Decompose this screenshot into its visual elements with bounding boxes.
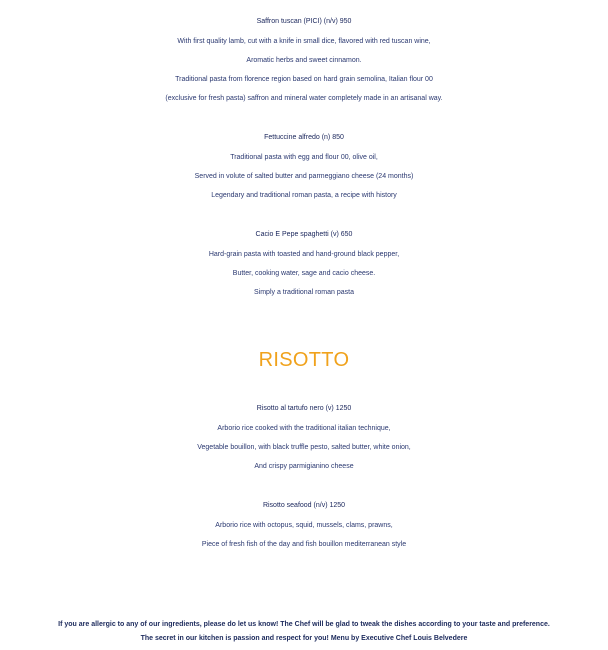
dish-title: Fettuccine alfredo (n) 850: [264, 134, 344, 141]
dish-title: Cacio E Pepe spaghetti (v) 650: [255, 231, 353, 238]
dish-title: Risotto al tartufo nero (v) 1250: [256, 405, 352, 412]
menu-item: [0, 128, 608, 205]
menu-item: [0, 12, 608, 108]
menu-item: [0, 399, 608, 476]
menu-item: [0, 496, 608, 554]
dish-description-line: With first quality lamb, cut with a knife in small dice, flavored with red tuscan wine,: [177, 38, 431, 45]
dish-description-line: And crispy parmigianino cheese: [254, 463, 354, 470]
dish-description-line: Served in volute of salted butter and parmeggiano cheese (24 months): [194, 173, 414, 180]
dish-description-line: Arborio rice cooked with the traditional italian technique,: [217, 425, 391, 432]
dish-title: Saffron tuscan (PICI) (n/v) 950: [256, 18, 352, 25]
dish-description-line: Arborio rice with octopus, squid, mussels, clams, prawns,: [215, 522, 393, 529]
dish-description-line: Aromatic herbs and sweet cinnamon.: [246, 57, 362, 64]
dish-description-line: Legendary and traditional roman pasta, a recipe with history: [211, 192, 397, 199]
dish-description-line: Piece of fresh fish of the day and fish bouillon mediterranean style: [201, 541, 407, 548]
dish-description-line: Simply a traditional roman pasta: [254, 289, 354, 296]
footer-allergy-note: If you are allergic to any of our ingredients, please do let us know! The Chef will be glad to tweak the dishes according to your taste and preference.: [58, 621, 550, 628]
dish-description-line: Butter, cooking water, sage and cacio cheese.: [232, 270, 376, 277]
dish-description-line: Traditional pasta with egg and flour 00, olive oil,: [230, 154, 378, 161]
dish-description-line: Hard-grain pasta with toasted and hand-ground black pepper,: [208, 251, 400, 258]
menu-item: [0, 225, 608, 302]
dish-description-line: (exclusive for fresh pasta) saffron and mineral water completely made in an artisanal way.: [165, 95, 443, 102]
dish-title: Risotto seafood (n/v) 1250: [262, 502, 346, 509]
dish-description-line: Traditional pasta from florence region based on hard grain semolina, Italian flour 00: [175, 76, 433, 83]
allergy-footer: [0, 618, 608, 646]
dish-description-line: Vegetable bouillon, with black truffle pesto, salted butter, white onion,: [197, 444, 411, 451]
section-heading-risotto: RISOTTO: [258, 349, 350, 371]
footer-chef-credit: The secret in our kitchen is passion and respect for you! Menu by Executive Chef Louis Belvedere: [140, 635, 468, 642]
